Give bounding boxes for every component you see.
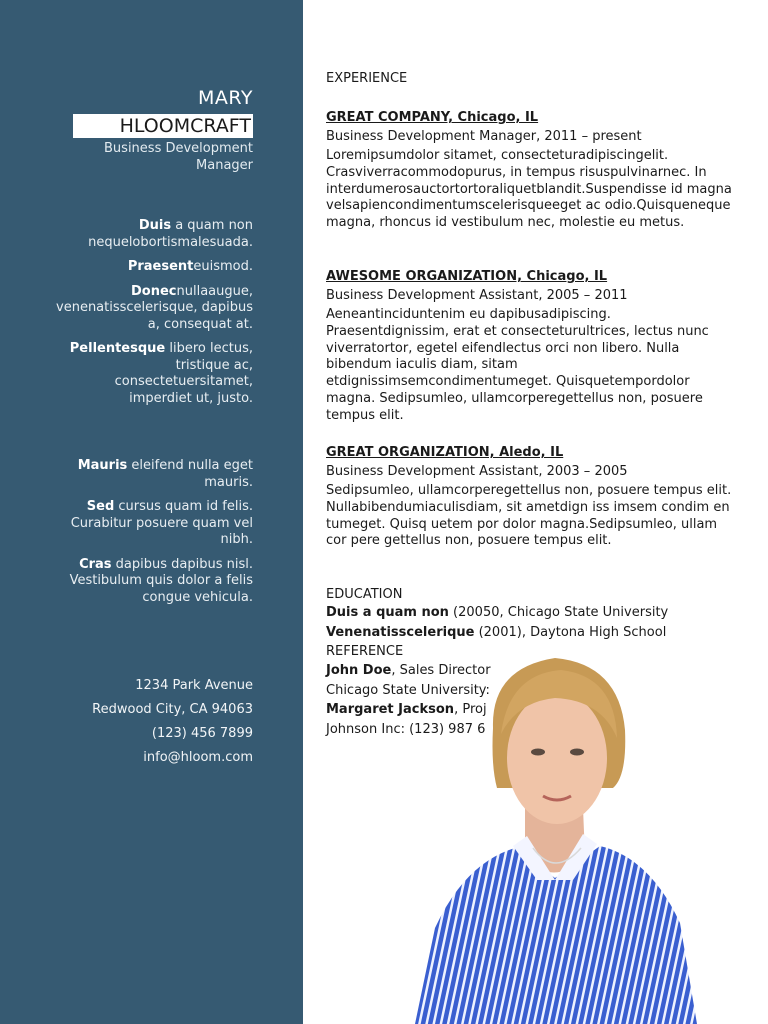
sidebar-group-1 [53,218,253,415]
sidebar-item: Cras dapibus dapibus nisl. Vestibulum quis dolor a felis congue vehicula. [69,556,253,605]
profile-photo [405,648,705,1024]
job-position: Business Development Assistant, 2003 – 2005 [326,464,628,479]
left-eye [531,749,545,756]
reference-line: Johnson Inc: (123) 987 6 [326,721,486,737]
reference-line: Chicago State University: [326,682,490,698]
contact-phone: (123) 456 7899 [151,726,253,741]
contact-email[interactable]: info@hloom.com [143,750,253,765]
sidebar-item: Duis a quam non nequelobortismalesuada. [88,218,253,250]
reference-heading: REFERENCE [326,644,404,659]
sidebar [0,0,303,1024]
job-company: AWESOME ORGANIZATION, Chicago, IL [326,269,608,284]
job-company: GREAT COMPANY, Chicago, IL [326,110,539,125]
right-eye [570,749,584,756]
job-position: Business Development Manager, 2011 – present [326,129,642,144]
contact-block [33,678,253,774]
experience-heading: EXPERIENCE [326,71,408,86]
contact-street: 1234 Park Avenue [135,678,253,693]
contact-city: Redwood City, CA 94063 [92,702,253,717]
job-entry [326,444,736,550]
reference-line: John Doe, Sales Director [326,663,491,678]
shirt-shape [415,846,697,1024]
job-entry [326,109,736,232]
education-list [326,603,746,642]
job-entry [326,268,736,425]
education-heading: EDUCATION [326,587,403,602]
job-position: Business Development Assistant, 2005 – 2011 [326,288,628,303]
sidebar-item: Praesenteuismod. [127,259,253,274]
sidebar-item: Pellentesque libero lectus, tristique ac, consectetuersitamet, imperdiet ut, justo. [69,341,253,406]
last-name: HLOOMCRAFT [73,114,253,138]
education-item: Venenatisscelerique (2001), Daytona High School [326,624,667,640]
first-name: MARY [198,87,253,109]
job-company: GREAT ORGANIZATION, Aledo, IL [326,445,564,460]
reference-line: Margaret Jackson, Proj [326,702,487,717]
sidebar-item: Mauris eleifend nulla eget mauris. [77,458,253,490]
sidebar-group-2 [53,458,253,614]
education-item: Duis a quam non (20050, Chicago State University [326,605,669,620]
job-description: Sedipsumleo, ullamcorperegettellus non, posuere tempus elit. Nullabibendumiaculisdiam, sit ametdign iss imsem condim en tumeget. Quisq uetem por dolor magna.Sedipsumleo, ullam cor pere gettellus non, posuere tempus elit. [326,483,732,549]
face-shape [507,692,607,824]
sidebar-item: Sed cursus quam id felis. Curabitur posuere quam vel nibh. [70,499,253,547]
job-description: Aeneantinciduntenim eu dapibusadipiscing. Praesentdignissim, erat et consecteturultrices, lectus nunc viverratortor, egetel eifendlectus orci non libero. Nulla bibendum iaculis diam, sitam etdignissimsemcondimentumeget. Quisquetempordolor magna. Sedipsumleo, ullamcorperegettellus non, posuere tempus elit. [326,307,709,423]
job-role-title: Business Development Manager [104,141,253,173]
job-description: Loremipsumdolor sitamet, consecteturadipiscingelit. Crasviverracommodopurus, in tempus risuspulvinarnec. In interdumerosauctortortoraliquetblandit.Suspendisse id magna velsapiencondimentumscelerisqueeget ac odio.Quisqueneque magna, rhoncus id vestibulum nec, molestie eu metus. [326,148,732,231]
sidebar-item: Donecnullaaugue, venenatisscelerisque, dapibus a, consequat at. [56,283,253,332]
